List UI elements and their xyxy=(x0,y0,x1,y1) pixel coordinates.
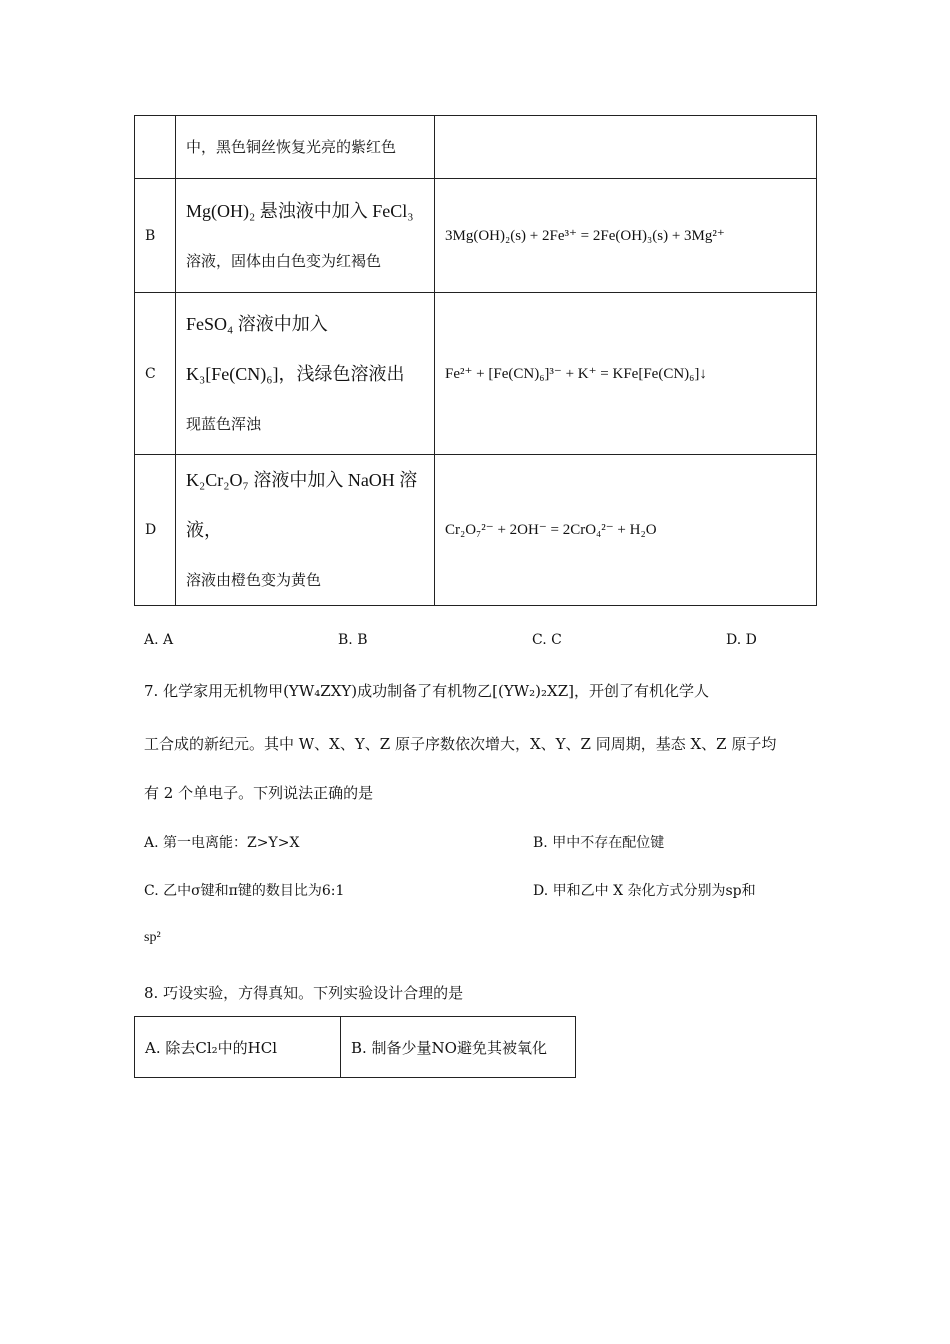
option-b: B. B xyxy=(338,632,368,648)
phenomenon-line: K₃[Fe(CN)₆]，浅绿色溶液出 xyxy=(186,363,405,384)
phenomenon-cell: 中，黑色铜丝恢复光亮的紫红色 xyxy=(176,116,435,179)
q7-stem-line: 有 2 个单电子。下列说法正确的是 xyxy=(144,784,374,802)
phenomenon-cell xyxy=(176,455,435,606)
equation-cell: Fe²⁺ + [Fe(CN)₆]³⁻ + K⁺ = KFe[Fe(CN)₆]↓ xyxy=(435,293,817,455)
phenomenon-line: Mg(OH)₂ 悬浊液中加入 FeCl₃ xyxy=(186,200,414,221)
row-label: B xyxy=(135,179,176,293)
phenomenon-cell xyxy=(176,293,435,455)
q7-stem-line: 工合成的新纪元。其中 W、X、Y、Z 原子序数依次增大，X、Y、Z 同周期，基态 X、Z 原子均 xyxy=(144,735,777,753)
option-c: C. C xyxy=(532,632,562,648)
q7-option-b: B. 甲中不存在配位键 xyxy=(533,835,665,851)
phenomenon-line: 现蓝色浑浊 xyxy=(186,414,262,433)
q8-option-a: A. 除去Cl₂中的HCl xyxy=(135,1017,341,1078)
table-row xyxy=(135,116,817,179)
table-row xyxy=(135,455,817,606)
equation-cell: Cr₂O₇²⁻ + 2OH⁻ = 2CrO₄²⁻ + H₂O xyxy=(435,455,817,606)
option-a: A. A xyxy=(144,632,174,648)
equation-cell xyxy=(435,116,817,179)
reaction-table xyxy=(134,115,817,606)
phenomenon-line: 溶液，固体由白色变为红褐色 xyxy=(186,251,382,270)
q7-option-c: C. 乙中σ键和π键的数目比为6:1 xyxy=(144,883,345,899)
table-row xyxy=(135,293,817,455)
phenomenon-line: K₂Cr₂O₇ 溶液中加入 NaOH 溶液， xyxy=(186,470,418,540)
q7-option-a: A. 第一电离能：Z>Y>X xyxy=(144,835,300,851)
q8-stem: 8. 巧设实验，方得真知。下列实验设计合理的是 xyxy=(144,984,464,1002)
q8-options-table xyxy=(134,1016,576,1078)
phenomenon-line: 溶液由橙色变为黄色 xyxy=(186,571,322,589)
q6-options xyxy=(144,632,844,656)
q8-option-b: B. 制备少量NO避免其被氧化 xyxy=(341,1017,576,1078)
row-label: D xyxy=(135,455,176,606)
equation-cell: 3Mg(OH)₂(s) + 2Fe³⁺ = 2Fe(OH)₃(s) + 3Mg²⁺ xyxy=(435,179,817,293)
phenomenon-line: FeSO₄ 溶液中加入 xyxy=(186,313,328,334)
phenomenon-cell xyxy=(176,179,435,293)
table-row xyxy=(135,179,817,293)
row-label xyxy=(135,116,176,179)
q7-option-d-cont: sp² xyxy=(144,930,161,945)
table-row xyxy=(135,1017,576,1078)
q7-stem-line: 7. 化学家用无机物甲(YW₄ZXY)成功制备了有机物乙[(YW₂)₂XZ]，开创了有机化学人 xyxy=(144,682,709,700)
option-d: D. D xyxy=(726,632,757,648)
row-label: C xyxy=(135,293,176,455)
q7-option-d: D. 甲和乙中 X 杂化方式分别为sp和 xyxy=(533,883,756,899)
